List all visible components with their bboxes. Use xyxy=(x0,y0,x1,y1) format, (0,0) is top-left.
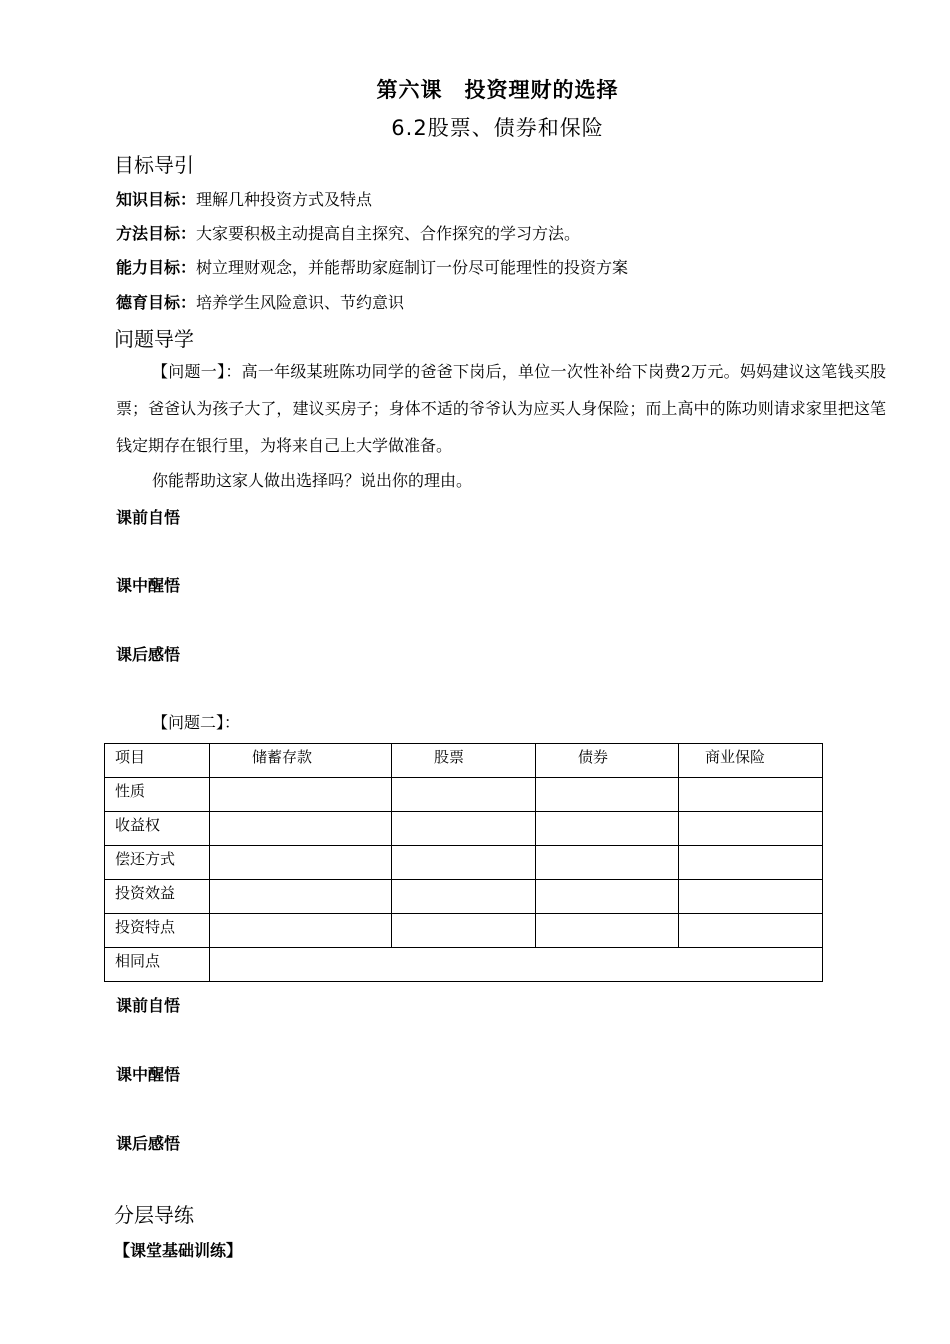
table-header-cell: 商业保险 xyxy=(679,744,823,778)
reflection-before: 课前自悟 xyxy=(116,508,181,527)
reflection-after-2: 课后感悟 xyxy=(116,1134,181,1153)
goal-knowledge xyxy=(116,187,372,210)
goal-moral xyxy=(116,290,404,313)
practice-subheading: 【课堂基础训练】 xyxy=(114,1241,243,1260)
table-row xyxy=(105,880,823,914)
table-cell[interactable] xyxy=(679,914,823,948)
comparison-table xyxy=(104,743,823,982)
table-cell[interactable] xyxy=(392,880,536,914)
table-cell[interactable] xyxy=(536,846,679,880)
table-row-label: 性质 xyxy=(105,778,210,812)
goals-heading: 目标导引 xyxy=(114,153,194,177)
table-header-cell: 项目 xyxy=(105,744,210,778)
table-cell[interactable] xyxy=(536,778,679,812)
table-cell[interactable] xyxy=(536,880,679,914)
goal-text: 大家要积极主动提高自主探究、合作探究的学习方法。 xyxy=(196,224,581,243)
reflection-before-2: 课前自悟 xyxy=(116,996,181,1015)
table-cell[interactable] xyxy=(679,846,823,880)
goal-text: 树立理财观念，并能帮助家庭制订一份尽可能理性的投资方案 xyxy=(196,258,629,277)
problem-one-question: 你能帮助这家人做出选择吗？说出你的理由。 xyxy=(152,471,473,490)
reflection-after: 课后感悟 xyxy=(116,645,181,664)
problem-one-text: ：高一年级某班陈功同学的爸爸下岗后，单位一次性补给下岗费2万元。妈妈建议这笔钱买股票；爸爸认为孩子大了，建议买房子；身体不适的爷爷认为应买人身保险；而上高中的陈功则请求家里把这笔钱定期存在银行里，为将来自己上大学做准备。 xyxy=(116,362,886,455)
problem-one-paragraph xyxy=(116,353,886,464)
goal-text: 培养学生风险意识、节约意识 xyxy=(196,293,405,312)
problem-one-label: 【问题一】 xyxy=(152,362,226,381)
table-cell[interactable] xyxy=(210,778,392,812)
table-header-cell: 储蓄存款 xyxy=(210,744,392,778)
table-header-row xyxy=(105,744,823,778)
goal-method xyxy=(116,221,580,244)
table-cell[interactable] xyxy=(536,812,679,846)
goal-label: 方法目标： xyxy=(116,224,197,243)
table-cell[interactable] xyxy=(679,778,823,812)
lesson-title: 第六课 投资理财的选择 xyxy=(376,78,619,102)
table-cell[interactable] xyxy=(210,914,392,948)
goal-ability xyxy=(116,255,628,278)
table-row-label: 相同点 xyxy=(105,948,210,982)
table-row xyxy=(105,914,823,948)
practice-heading: 分层导练 xyxy=(114,1203,194,1227)
table-row-common xyxy=(105,948,823,982)
table-row-label: 偿还方式 xyxy=(105,846,210,880)
table-cell[interactable] xyxy=(392,778,536,812)
table-cell[interactable] xyxy=(210,846,392,880)
table-cell[interactable] xyxy=(679,880,823,914)
table-row xyxy=(105,846,823,880)
table-row xyxy=(105,812,823,846)
table-cell[interactable] xyxy=(679,812,823,846)
problems-heading: 问题导学 xyxy=(114,327,194,351)
table-cell[interactable] xyxy=(392,812,536,846)
table-cell[interactable] xyxy=(210,812,392,846)
reflection-during: 课中醒悟 xyxy=(116,576,181,595)
table-row-label: 收益权 xyxy=(105,812,210,846)
table-cell-merged[interactable] xyxy=(210,948,823,982)
table-header-cell: 债券 xyxy=(536,744,679,778)
table-cell[interactable] xyxy=(392,846,536,880)
lesson-subtitle: 6.2股票、债券和保险 xyxy=(391,116,604,140)
table-cell[interactable] xyxy=(392,914,536,948)
table-row-label: 投资特点 xyxy=(105,914,210,948)
table-cell[interactable] xyxy=(210,880,392,914)
goal-label: 德育目标： xyxy=(116,293,197,312)
goal-label: 能力目标： xyxy=(116,258,197,277)
table-cell[interactable] xyxy=(536,914,679,948)
table-header-cell: 股票 xyxy=(392,744,536,778)
table-row xyxy=(105,778,823,812)
goal-text: 理解几种投资方式及特点 xyxy=(196,190,373,209)
problem-two-label: 【问题二】： xyxy=(152,713,241,732)
table-row-label: 投资效益 xyxy=(105,880,210,914)
reflection-during-2: 课中醒悟 xyxy=(116,1065,181,1084)
goal-label: 知识目标： xyxy=(116,190,197,209)
